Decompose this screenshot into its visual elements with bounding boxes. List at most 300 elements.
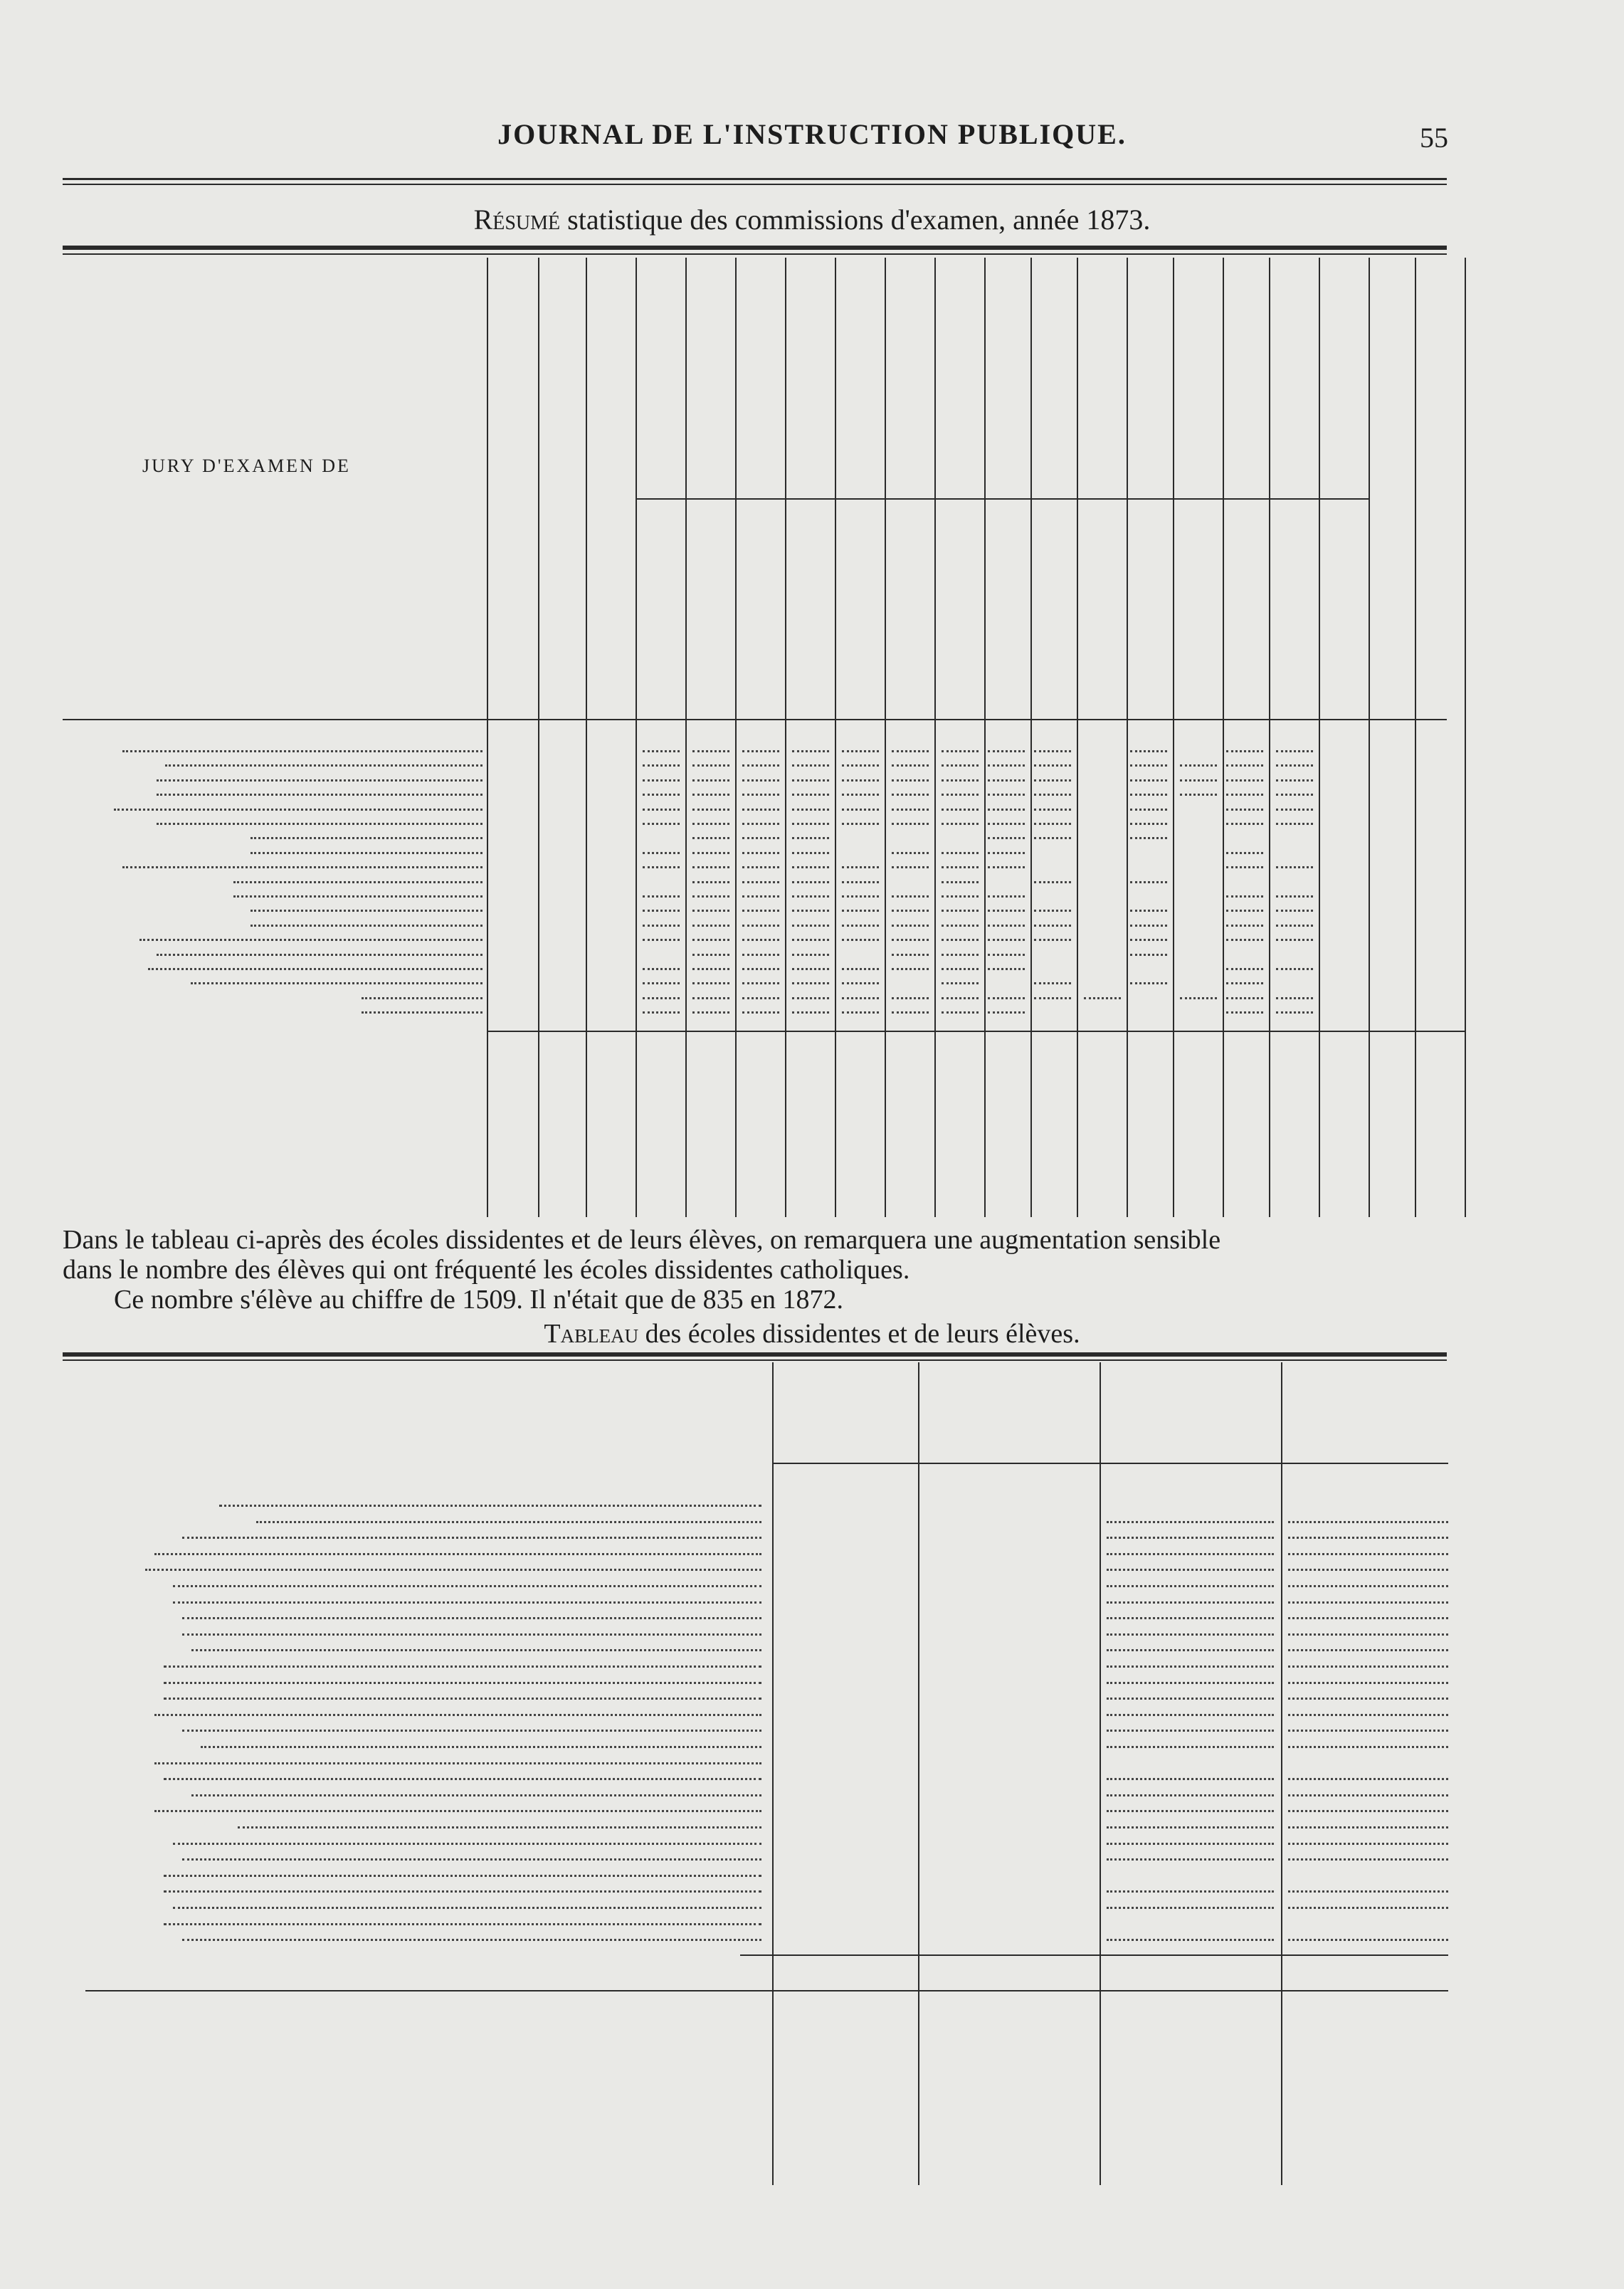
- empty-cell-dots: [892, 794, 929, 796]
- empty-cell-dots: [643, 750, 680, 752]
- leader-dots: [154, 1553, 761, 1555]
- table1-title-prefix: Résumé: [473, 204, 561, 236]
- empty-cell-dots: [1288, 1810, 1448, 1812]
- empty-cell-dots: [643, 764, 680, 767]
- empty-cell-dots: [842, 764, 879, 767]
- empty-cell-dots: [1226, 764, 1263, 767]
- empty-cell-dots: [1226, 939, 1263, 941]
- empty-cell-dots: [1288, 1714, 1448, 1716]
- empty-cell-dots: [842, 809, 879, 811]
- leader-dots: [201, 1746, 761, 1748]
- leader-dots: [251, 852, 483, 854]
- col-separator: [636, 258, 637, 1217]
- empty-cell-dots: [792, 997, 829, 999]
- empty-cell-dots: [1226, 895, 1263, 898]
- empty-cell-dots: [942, 779, 979, 782]
- empty-cell-dots: [842, 982, 879, 984]
- empty-cell-dots: [988, 968, 1025, 970]
- leader-dots: [182, 1537, 761, 1539]
- empty-cell-dots: [1107, 1843, 1274, 1845]
- empty-cell-dots: [1130, 750, 1167, 752]
- col-separator: [1319, 258, 1320, 1217]
- sub-header: [993, 512, 1022, 712]
- empty-cell-dots: [792, 968, 829, 970]
- empty-cell-dots: [1226, 750, 1263, 752]
- empty-cell-dots: [842, 968, 879, 970]
- empty-cell-dots: [1107, 1666, 1274, 1668]
- empty-cell-dots: [1107, 1569, 1274, 1571]
- empty-cell-dots: [643, 794, 680, 796]
- empty-cell-dots: [1034, 939, 1071, 941]
- leader-dots: [182, 1730, 761, 1732]
- paragraph-line-3: Ce nombre s'élève au chiffre de 1509. Il n'était que de 835 en 1872.: [114, 1285, 843, 1315]
- empty-cell-dots: [643, 895, 680, 898]
- header-rule: [63, 719, 1447, 720]
- empty-cell-dots: [842, 750, 879, 752]
- leader-dots: [233, 881, 483, 883]
- header-rule: [772, 1463, 1448, 1464]
- empty-cell-dots: [692, 997, 729, 999]
- sub-header: [947, 512, 976, 712]
- empty-cell-dots: [1034, 925, 1071, 927]
- col-separator: [835, 258, 836, 1217]
- empty-cell-dots: [988, 939, 1025, 941]
- empty-cell-dots: [1034, 809, 1071, 811]
- leader-dots: [251, 837, 483, 839]
- empty-cell-dots: [942, 750, 979, 752]
- empty-cell-dots: [742, 750, 779, 752]
- group-rule: [637, 498, 735, 500]
- empty-cell-dots: [942, 968, 979, 970]
- leader-dots: [233, 895, 483, 898]
- bottom-rule: [85, 1990, 1448, 1991]
- leader-dots: [191, 1794, 761, 1796]
- empty-cell-dots: [1288, 1907, 1448, 1909]
- leader-dots: [164, 1666, 761, 1668]
- empty-cell-dots: [742, 997, 779, 999]
- empty-cell-dots: [692, 852, 729, 854]
- col-separator: [918, 1362, 919, 2185]
- empty-cell-dots: [1288, 1649, 1448, 1651]
- empty-cell-dots: [988, 823, 1025, 825]
- empty-cell-dots: [1276, 895, 1313, 898]
- group-rule: [836, 498, 934, 500]
- empty-cell-dots: [942, 1011, 979, 1014]
- empty-cell-dots: [988, 910, 1025, 912]
- leader-dots: [191, 982, 483, 984]
- empty-cell-dots: [942, 823, 979, 825]
- col-separator: [685, 258, 687, 1217]
- empty-cell-dots: [692, 823, 729, 825]
- empty-cell-dots: [1084, 997, 1121, 999]
- empty-cell-dots: [892, 764, 929, 767]
- leader-dots: [251, 910, 483, 912]
- empty-cell-dots: [1276, 968, 1313, 970]
- empty-cell-dots: [1034, 779, 1071, 782]
- table2-title-rest: des écoles dissidentes et de leurs élèves.: [645, 1319, 1080, 1349]
- empty-cell-dots: [842, 779, 879, 782]
- empty-cell-dots: [1288, 1843, 1448, 1845]
- empty-cell-dots: [1107, 1553, 1274, 1555]
- empty-cell-dots: [1276, 764, 1313, 767]
- empty-cell-dots: [792, 794, 829, 796]
- empty-cell-dots: [1288, 1794, 1448, 1796]
- empty-cell-dots: [1180, 764, 1217, 767]
- empty-cell-dots: [1107, 1714, 1274, 1716]
- empty-cell-dots: [1034, 997, 1071, 999]
- empty-cell-dots: [1226, 823, 1263, 825]
- totals-rule: [487, 1031, 1465, 1032]
- running-header: JOURNAL DE L'INSTRUCTION PUBLIQUE.: [497, 118, 1127, 150]
- empty-cell-dots: [1107, 1907, 1274, 1909]
- empty-cell-dots: [988, 1011, 1025, 1014]
- col-separator: [1369, 258, 1370, 1217]
- empty-cell-dots: [1034, 794, 1071, 796]
- empty-cell-dots: [1107, 1730, 1274, 1732]
- group-rule: [936, 498, 1030, 500]
- empty-cell-dots: [1130, 794, 1167, 796]
- empty-cell-dots: [842, 1011, 879, 1014]
- table2-title: [0, 1318, 1624, 1349]
- sub-header: [1040, 512, 1068, 712]
- empty-cell-dots: [1288, 1826, 1448, 1828]
- empty-cell-dots: [1107, 1698, 1274, 1700]
- sub-header: [1136, 512, 1164, 712]
- empty-cell-dots: [692, 968, 729, 970]
- empty-cell-dots: [1288, 1746, 1448, 1748]
- sub-header: [798, 512, 826, 712]
- empty-cell-dots: [1107, 1633, 1274, 1636]
- empty-cell-dots: [742, 925, 779, 927]
- col-separator: [1077, 258, 1078, 1217]
- empty-cell-dots: [942, 764, 979, 767]
- paragraph-line-2: dans le nombre des élèves qui ont fréquenté les écoles dissidentes catholiques.: [63, 1255, 910, 1285]
- leader-dots: [164, 1923, 761, 1925]
- empty-cell-dots: [1226, 910, 1263, 912]
- leader-dots: [157, 954, 483, 956]
- empty-cell-dots: [1034, 750, 1071, 752]
- leader-dots: [164, 1890, 761, 1893]
- empty-cell-dots: [792, 925, 829, 927]
- empty-cell-dots: [1107, 1617, 1274, 1619]
- empty-cell-dots: [1288, 1553, 1448, 1555]
- empty-cell-dots: [1130, 982, 1167, 984]
- empty-cell-dots: [988, 954, 1025, 956]
- empty-cell-dots: [742, 852, 779, 854]
- empty-cell-dots: [892, 809, 929, 811]
- vertical-header: [1426, 272, 1460, 712]
- col-separator: [1415, 258, 1416, 1217]
- empty-cell-dots: [892, 823, 929, 825]
- empty-cell-dots: [792, 910, 829, 912]
- leader-dots: [122, 750, 483, 752]
- leader-dots: [238, 1826, 761, 1828]
- empty-cell-dots: [842, 881, 879, 883]
- empty-cell-dots: [792, 954, 829, 956]
- table1-title: [0, 203, 1624, 236]
- empty-cell-dots: [692, 764, 729, 767]
- empty-cell-dots: [1288, 1666, 1448, 1668]
- col-separator: [1281, 1362, 1282, 2185]
- col-separator: [1269, 258, 1270, 1217]
- empty-cell-dots: [1288, 1617, 1448, 1619]
- empty-cell-dots: [1130, 939, 1167, 941]
- empty-cell-dots: [988, 997, 1025, 999]
- empty-cell-dots: [1226, 925, 1263, 927]
- empty-cell-dots: [742, 954, 779, 956]
- leader-dots: [191, 1649, 761, 1651]
- empty-cell-dots: [742, 939, 779, 941]
- empty-cell-dots: [1034, 982, 1071, 984]
- empty-cell-dots: [942, 954, 979, 956]
- leader-dots: [219, 1505, 761, 1507]
- empty-cell-dots: [692, 881, 729, 883]
- leader-dots: [173, 1585, 761, 1587]
- empty-cell-dots: [1130, 779, 1167, 782]
- empty-cell-dots: [792, 823, 829, 825]
- sub-header: [1186, 512, 1214, 712]
- empty-cell-dots: [742, 895, 779, 898]
- empty-cell-dots: [988, 866, 1025, 868]
- empty-cell-dots: [792, 852, 829, 854]
- empty-cell-dots: [643, 968, 680, 970]
- empty-cell-dots: [1107, 1826, 1274, 1828]
- empty-cell-dots: [1130, 925, 1167, 927]
- empty-cell-dots: [692, 1011, 729, 1014]
- empty-cell-dots: [892, 895, 929, 898]
- leader-dots: [173, 1601, 761, 1604]
- sub-header: [848, 512, 876, 712]
- empty-cell-dots: [942, 939, 979, 941]
- empty-cell-dots: [1226, 1011, 1263, 1014]
- empty-cell-dots: [1226, 866, 1263, 868]
- empty-cell-dots: [1034, 823, 1071, 825]
- empty-cell-dots: [643, 910, 680, 912]
- leader-dots: [256, 1521, 761, 1523]
- empty-cell-dots: [1288, 1537, 1448, 1539]
- empty-cell-dots: [1107, 1939, 1274, 1941]
- empty-cell-dots: [1034, 837, 1071, 839]
- empty-cell-dots: [792, 837, 829, 839]
- empty-cell-dots: [892, 997, 929, 999]
- page-number: 55: [1420, 122, 1448, 154]
- empty-cell-dots: [842, 866, 879, 868]
- empty-cell-dots: [1276, 939, 1313, 941]
- group-rule: [1028, 498, 1127, 500]
- empty-cell-dots: [988, 779, 1025, 782]
- vertical-header: [597, 272, 631, 712]
- empty-cell-dots: [892, 910, 929, 912]
- empty-cell-dots: [643, 982, 680, 984]
- empty-cell-dots: [1034, 910, 1071, 912]
- group-rule: [1220, 498, 1369, 500]
- empty-cell-dots: [1288, 1682, 1448, 1684]
- empty-cell-dots: [692, 895, 729, 898]
- empty-cell-dots: [1288, 1698, 1448, 1700]
- empty-cell-dots: [742, 910, 779, 912]
- empty-cell-dots: [742, 837, 779, 839]
- leader-dots: [148, 968, 483, 970]
- empty-cell-dots: [1288, 1585, 1448, 1587]
- leader-dots: [154, 1762, 761, 1764]
- empty-cell-dots: [1107, 1601, 1274, 1604]
- empty-cell-dots: [692, 954, 729, 956]
- leader-dots: [145, 1569, 761, 1571]
- empty-cell-dots: [842, 925, 879, 927]
- leader-dots: [362, 1011, 483, 1014]
- empty-cell-dots: [1107, 1585, 1274, 1587]
- sub-header: [1090, 512, 1118, 712]
- empty-cell-dots: [643, 823, 680, 825]
- col-separator: [1030, 258, 1032, 1217]
- leader-dots: [173, 1843, 761, 1845]
- empty-cell-dots: [892, 939, 929, 941]
- empty-cell-dots: [988, 925, 1025, 927]
- empty-cell-dots: [643, 925, 680, 927]
- empty-cell-dots: [1276, 997, 1313, 999]
- sub-header: [648, 512, 677, 712]
- empty-cell-dots: [1288, 1601, 1448, 1604]
- empty-cell-dots: [892, 866, 929, 868]
- empty-cell-dots: [1226, 779, 1263, 782]
- leader-dots: [157, 794, 483, 796]
- col-separator: [1223, 258, 1224, 1217]
- empty-cell-dots: [988, 837, 1025, 839]
- empty-cell-dots: [1226, 997, 1263, 999]
- empty-cell-dots: [988, 764, 1025, 767]
- empty-cell-dots: [942, 895, 979, 898]
- leader-dots: [154, 1714, 761, 1716]
- empty-cell-dots: [792, 881, 829, 883]
- empty-cell-dots: [792, 809, 829, 811]
- leader-dots: [182, 1939, 761, 1941]
- empty-cell-dots: [643, 852, 680, 854]
- empty-cell-dots: [1226, 794, 1263, 796]
- empty-cell-dots: [842, 910, 879, 912]
- group-rule: [1124, 498, 1223, 500]
- empty-cell-dots: [1107, 1746, 1274, 1748]
- empty-cell-dots: [792, 764, 829, 767]
- empty-cell-dots: [942, 809, 979, 811]
- empty-cell-dots: [1276, 794, 1313, 796]
- empty-cell-dots: [1226, 852, 1263, 854]
- empty-cell-dots: [842, 939, 879, 941]
- empty-cell-dots: [742, 968, 779, 970]
- empty-cell-dots: [742, 764, 779, 767]
- empty-cell-dots: [1276, 809, 1313, 811]
- empty-cell-dots: [892, 750, 929, 752]
- leader-dots: [165, 764, 483, 767]
- leader-dots: [122, 866, 483, 868]
- empty-cell-dots: [1130, 764, 1167, 767]
- leader-dots: [182, 1858, 761, 1861]
- empty-cell-dots: [742, 881, 779, 883]
- empty-cell-dots: [1107, 1794, 1274, 1796]
- empty-cell-dots: [1288, 1569, 1448, 1571]
- table1-title-rest: statistique des commissions d'examen, année 1873.: [567, 204, 1151, 236]
- leader-dots: [164, 1698, 761, 1700]
- empty-cell-dots: [942, 866, 979, 868]
- empty-cell-dots: [742, 866, 779, 868]
- leader-dots: [182, 1633, 761, 1636]
- empty-cell-dots: [1107, 1682, 1274, 1684]
- empty-cell-dots: [643, 779, 680, 782]
- empty-cell-dots: [643, 866, 680, 868]
- empty-cell-dots: [1107, 1890, 1274, 1893]
- col-separator: [586, 258, 587, 1217]
- leader-dots: [139, 939, 483, 941]
- empty-cell-dots: [988, 852, 1025, 854]
- empty-cell-dots: [692, 982, 729, 984]
- empty-cell-dots: [1107, 1778, 1274, 1780]
- leader-dots: [154, 1810, 761, 1812]
- empty-cell-dots: [742, 794, 779, 796]
- leader-dots: [114, 809, 483, 811]
- empty-cell-dots: [1276, 750, 1313, 752]
- empty-cell-dots: [892, 968, 929, 970]
- group-rule: [737, 498, 835, 500]
- empty-cell-dots: [1107, 1649, 1274, 1651]
- empty-cell-dots: [988, 794, 1025, 796]
- empty-cell-dots: [792, 750, 829, 752]
- table2-title-prefix: Tableau: [544, 1319, 639, 1349]
- sub-header: [897, 512, 926, 712]
- col-separator: [735, 258, 737, 1217]
- empty-cell-dots: [643, 1011, 680, 1014]
- col-separator: [487, 258, 488, 1217]
- empty-cell-dots: [692, 837, 729, 839]
- empty-cell-dots: [1288, 1939, 1448, 1941]
- empty-cell-dots: [892, 954, 929, 956]
- empty-cell-dots: [742, 779, 779, 782]
- empty-cell-dots: [1107, 1810, 1274, 1812]
- empty-cell-dots: [1130, 809, 1167, 811]
- leader-dots: [157, 779, 483, 782]
- vertical-header: [1376, 272, 1411, 712]
- totals-rule: [740, 1954, 1448, 1956]
- empty-cell-dots: [1130, 823, 1167, 825]
- empty-cell-dots: [1130, 881, 1167, 883]
- vertical-header: [547, 272, 581, 712]
- leader-dots: [182, 1617, 761, 1619]
- empty-cell-dots: [1276, 910, 1313, 912]
- sub-header: [1282, 512, 1310, 712]
- empty-cell-dots: [892, 779, 929, 782]
- empty-cell-dots: [892, 852, 929, 854]
- col-separator: [785, 258, 786, 1217]
- leader-dots: [362, 997, 483, 999]
- empty-cell-dots: [1034, 881, 1071, 883]
- sub-header: [1332, 512, 1360, 712]
- col-separator: [772, 1362, 774, 2185]
- empty-cell-dots: [942, 925, 979, 927]
- empty-cell-dots: [1288, 1521, 1448, 1523]
- empty-cell-dots: [942, 910, 979, 912]
- sub-header: [1232, 512, 1260, 712]
- empty-cell-dots: [792, 779, 829, 782]
- empty-cell-dots: [643, 997, 680, 999]
- empty-cell-dots: [742, 982, 779, 984]
- empty-cell-dots: [742, 823, 779, 825]
- empty-cell-dots: [942, 794, 979, 796]
- vertical-header: [500, 272, 534, 712]
- empty-cell-dots: [692, 750, 729, 752]
- leader-dots: [157, 823, 483, 825]
- empty-cell-dots: [742, 809, 779, 811]
- empty-cell-dots: [842, 895, 879, 898]
- empty-cell-dots: [792, 982, 829, 984]
- empty-cell-dots: [1276, 823, 1313, 825]
